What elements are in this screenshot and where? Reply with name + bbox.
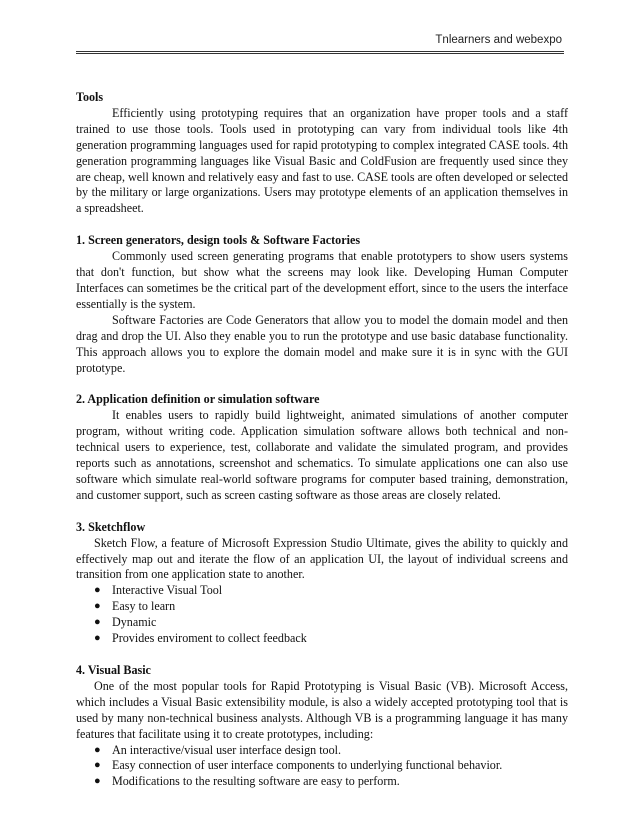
list-item: ● Dynamic xyxy=(94,615,157,630)
list-item: ● An interactive/visual user interface design tool. xyxy=(94,742,342,757)
page-header: Tnlearners and webexpo xyxy=(435,34,562,46)
visual-basic-heading: 4. Visual Basic xyxy=(76,663,151,677)
page-content xyxy=(76,90,568,790)
sketchflow-bullet-list xyxy=(76,583,568,647)
list-item: ● Interactive Visual Tool xyxy=(94,583,223,598)
header-rule xyxy=(76,51,564,54)
application-definition-heading: 2. Application definition or simulation software xyxy=(76,392,320,407)
list-item: ● Provides enviroment to collect feedback xyxy=(94,631,307,646)
list-item: ● Easy to learn xyxy=(94,599,176,614)
sketchflow-paragraph: Sketch Flow, a feature of Microsoft Expression Studio Ultimate, gives the ability to quickly and effectively map out and iterate the flow of an application UI, the layout of individual screens and transition from one application state to another. xyxy=(76,535,568,582)
bullet-icon: ● xyxy=(94,759,101,772)
screen-generators-paragraph-1: Commonly used screen generating programs that enable prototypers to show users systems that don't function, but show what the screens may look like. Developing Human Computer Interfaces can sometimes be the critical part of the development effort, since to the users the interface essentially is the system. xyxy=(76,249,568,311)
tools-heading: Tools xyxy=(76,90,104,104)
visual-basic-paragraph: One of the most popular tools for Rapid Prototyping is Visual Basic (VB). Microsoft Access, which includes a Visual Basic extensibility module, is also a widely accepted prototyping tool that is used by many non-technical business analysts. Although VB is a programming language it has many features that facilitate using it to create prototypes, including: xyxy=(76,678,568,741)
list-item: ● Easy connection of user interface components to underlying functional behavior. xyxy=(94,758,503,773)
sketchflow-heading: 3. Sketchflow xyxy=(76,519,146,534)
list-item: ● Modifications to the resulting software are easy to perform. xyxy=(94,774,400,789)
bullet-icon: ● xyxy=(94,600,101,613)
visual-basic-bullet-list xyxy=(76,743,568,791)
bullet-icon: ● xyxy=(94,743,101,756)
bullet-icon: ● xyxy=(94,775,101,788)
screen-generators-heading: 1. Screen generators, design tools & Software Factories xyxy=(76,233,361,248)
application-definition-paragraph: It enables users to rapidly build lightweight, animated simulations of another computer program, without writing code. Application simulation software allows both technical and non-technical users to experience, test, collaborate and validate the simulated program, and provides reports such as annotations, screenshot and schematics. To simulate applications one can also use software which simulate real-world software programs for computer based training, demonstration, and customer support, such as screen casting software as those areas are closely related. xyxy=(76,408,568,502)
screen-generators-paragraph-2: Software Factories are Code Generators that allow you to model the domain model and then drag and drop the UI. Also they enable you to run the prototype and use basic database functionality. This approach allows you to explore the domain model and make sure it is in sync with the GUI prototype. xyxy=(76,312,568,375)
bullet-icon: ● xyxy=(94,584,101,597)
bullet-icon: ● xyxy=(94,632,101,645)
tools-paragraph: Efficiently using prototyping requires that an organization have proper tools and a staff trained to use those tools. Tools used in prototyping can vary from individual tools like 4th generation programming languages used for rapid prototyping to complex integrated CASE tools. 4th generation programming languages like Visual Basic and ColdFusion are frequently used since they are cheap, well known and relatively easy and fast to use. CASE tools are often developed or selected by the military or large organizations. Users may prototype elements of an application themselves in a spreadsheet. xyxy=(76,105,568,216)
bullet-icon: ● xyxy=(94,616,101,629)
